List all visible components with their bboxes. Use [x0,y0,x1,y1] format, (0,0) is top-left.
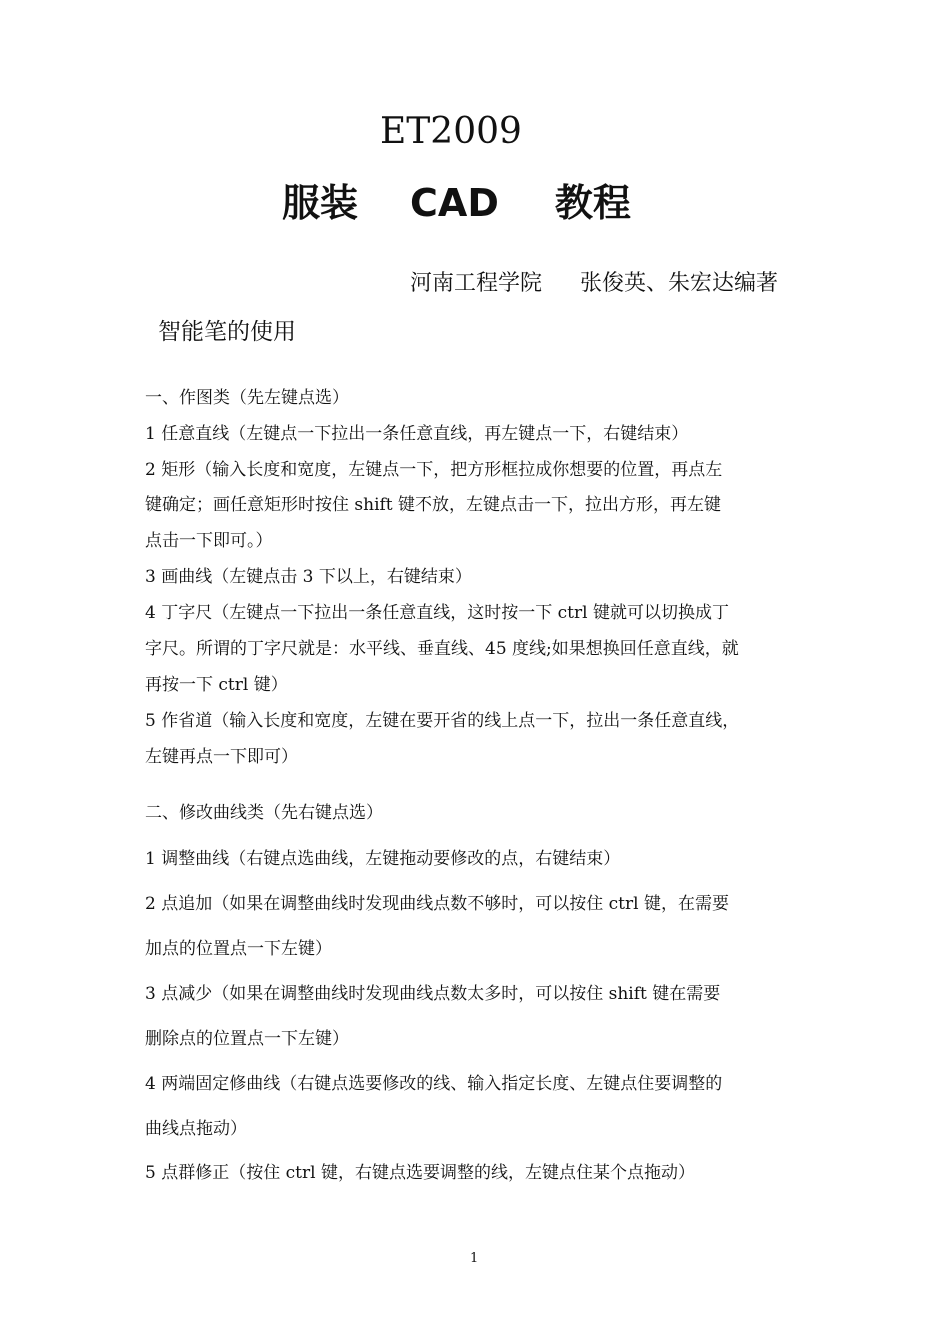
title-word-tutorial: 教程 [554,181,631,225]
part2-line: 1 调整曲线（右键点选曲线，左键拖动要修改的点，右键结束） [145,849,621,869]
part2-line: 4 两端固定修曲线（右键点选要修改的线、输入指定长度、左键点住要调整的 [145,1074,723,1094]
part1-line: 再按一下 ctrl 键） [145,675,288,695]
document-title [282,178,631,228]
document-subtitle-code: ET2009 [380,111,522,152]
part2-line: 曲线点拖动） [145,1119,247,1139]
author-institution: 河南工程学院 [410,271,543,296]
part1-line: 字尺。所谓的丁字尺就是：水平线、垂直线、45 度线;如果想换回任意直线，就 [145,639,739,659]
part1-line: 2 矩形（输入长度和宽度，左键点一下，把方形框拉成你想要的位置，再点左 [145,460,723,480]
author-line [410,268,778,300]
part2-line: 3 点减少（如果在调整曲线时发现曲线点数太多时，可以按住 shift 键在需要 [145,984,721,1004]
part2-line: 删除点的位置点一下左键） [145,1029,349,1049]
part1-line: 5 作省道（输入长度和宽度，左键在要开省的线上点一下，拉出一条任意直线， [145,711,740,731]
part1-line: 点击一下即可。） [145,531,273,551]
part1-line: 1 任意直线（左键点一下拉出一条任意直线，再左键点一下，右键结束） [145,424,689,444]
part1-line: 3 画曲线（左键点击 3 下以上，右键结束） [145,567,472,587]
title-word-clothing: 服装 [282,181,359,225]
part2-heading: 二、修改曲线类（先右键点选） [145,803,383,823]
part2-line: 5 点群修正（按住 ctrl 键，右键点选要调整的线，左键点住某个点拖动） [145,1163,695,1183]
part2-line: 加点的位置点一下左键） [145,939,332,959]
page-number: 1 [470,1251,479,1266]
part1-line: 左键再点一下即可） [145,747,298,767]
title-word-cad: CAD [410,181,499,225]
part1-heading: 一、作图类（先左键点选） [145,388,349,408]
part2-line: 2 点追加（如果在调整曲线时发现曲线点数不够时，可以按住 ctrl 键，在需要 [145,894,729,914]
author-names: 张俊英、朱宏达编著 [580,271,779,296]
section-heading: 智能笔的使用 [158,319,296,345]
part1-line: 键确定；画任意矩形时按住 shift 键不放，左键点击一下，拉出方形，再左键 [145,495,722,515]
part1-line: 4 丁字尺（左键点一下拉出一条任意直线，这时按一下 ctrl 键就可以切换成丁 [145,603,729,623]
